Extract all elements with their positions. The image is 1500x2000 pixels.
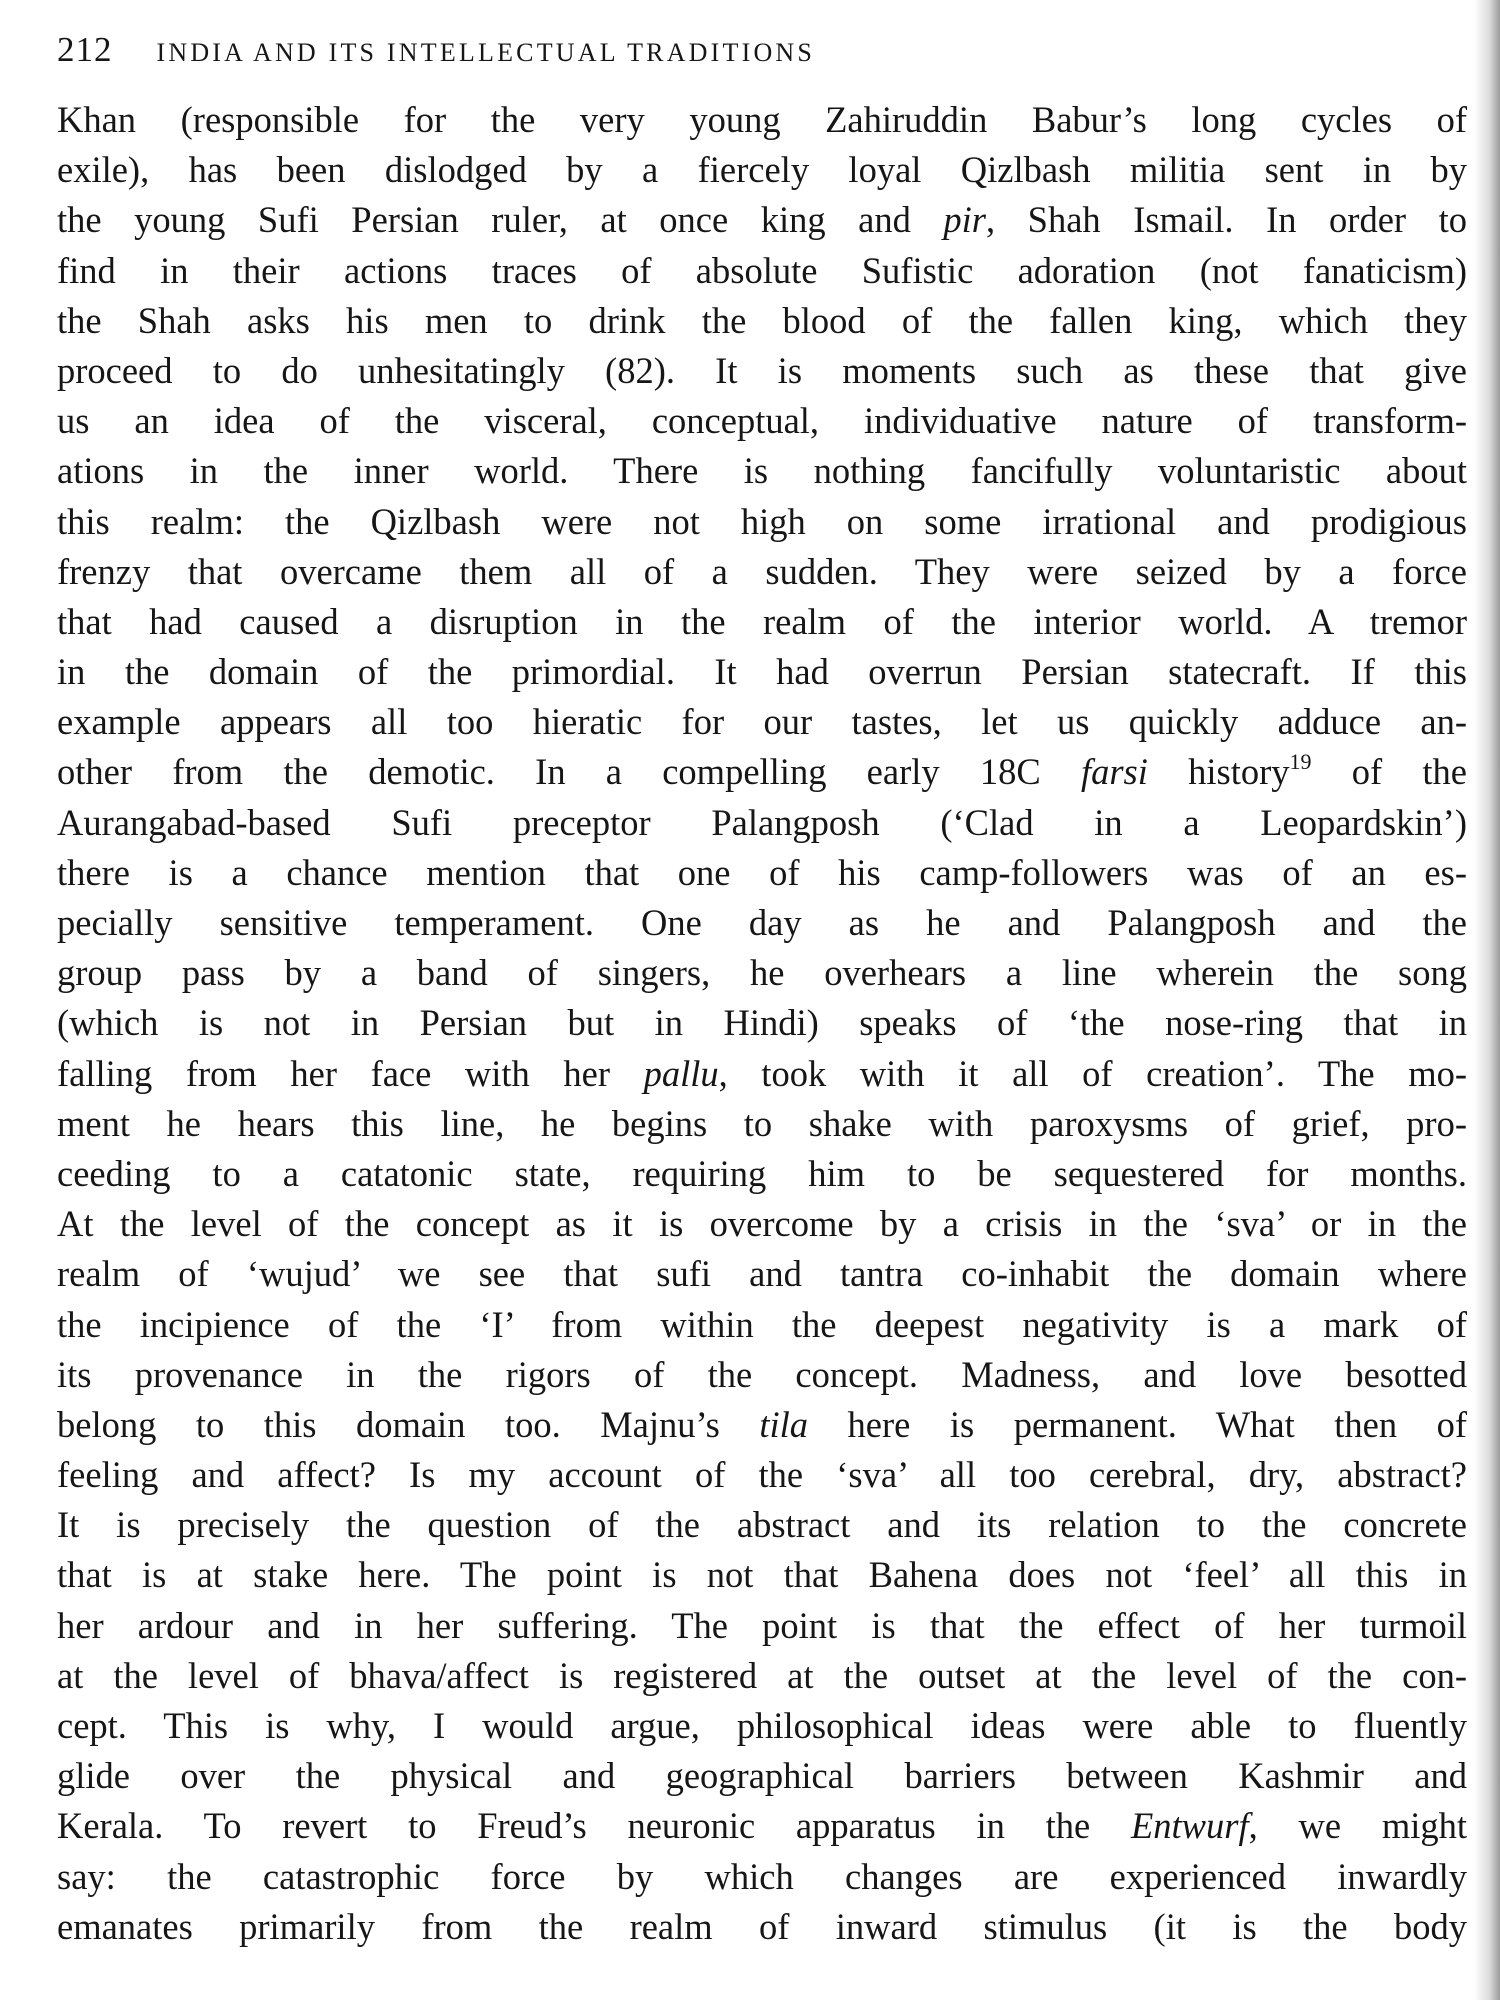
text-line: [57, 1651, 1467, 1701]
text-run: in the domain of the primordial. It had overrun Persian statecraft. If this: [57, 651, 1467, 693]
running-title: INDIA AND ITS INTELLECTUAL TRADITIONS: [156, 38, 816, 67]
italic-term: pallu: [643, 1052, 719, 1094]
text-line: [57, 195, 1467, 245]
text-line: [57, 246, 1467, 296]
text-run: glide over the physical and geographical barriers between Kashmir and: [57, 1755, 1467, 1797]
text-line: [57, 446, 1467, 496]
text-line: [57, 697, 1467, 747]
text-run: the incipience of the ‘I’ from within the deepest negativity is a mark of: [57, 1303, 1467, 1345]
text-run: of the: [1311, 751, 1467, 793]
text-run: cept. This is why, I would argue, philosophical ideas were able to fluently: [57, 1705, 1467, 1746]
text-line: [57, 948, 1467, 998]
text-line: [57, 1751, 1467, 1801]
text-run: its provenance in the rigors of the concept. Madness, and love besotted: [57, 1353, 1467, 1395]
text-line: [57, 597, 1467, 647]
text-line: [57, 547, 1467, 597]
text-line: [57, 1601, 1467, 1651]
text-line: [57, 1149, 1467, 1199]
italic-term: tila: [759, 1403, 809, 1445]
text-run: At the level of the concept as it is overcome by a crisis in the ‘sva’ or in the: [57, 1203, 1467, 1245]
text-run: exile), has been dislodged by a fiercely loyal Qizlbash militia sent in by: [57, 149, 1467, 191]
text-run: (which is not in Persian but in Hindi) speaks of ‘the nose-ring that in: [57, 1002, 1467, 1044]
text-line: [57, 497, 1467, 547]
text-run: Kerala. To revert to Freud’s neuronic apparatus in the: [57, 1805, 1131, 1847]
text-run: group pass by a band of singers, he overhears a line wherein the song: [57, 952, 1467, 994]
text-line: [57, 1400, 1467, 1450]
text-line: [57, 1500, 1467, 1550]
text-run: that is at stake here. The point is not that Bahena does not ‘feel’ all this in: [57, 1554, 1467, 1596]
text-run: feeling and affect? Is my account of the ‘sva’ all too cerebral, dry, abstract?: [57, 1454, 1467, 1496]
text-run: proceed to do unhesitatingly (82). It is moments such as these that give: [57, 349, 1467, 391]
text-run: this realm: the Qizlbash were not high on some irrational and prodigious: [57, 500, 1467, 542]
text-run: Aurangabad-based Sufi preceptor Palangposh (‘Clad in a Leopardskin’): [57, 801, 1467, 843]
text-run: , Shah Ismail. In order to: [986, 199, 1467, 241]
text-run: other from the demotic. In a compelling early 18C: [57, 751, 1081, 793]
text-run: ations in the inner world. There is nothing fancifully voluntaristic about: [57, 450, 1467, 492]
text-run: emanates primarily from the realm of inward stimulus (it is the body: [57, 1905, 1467, 1947]
text-run: falling from her face with her: [57, 1052, 644, 1094]
italic-term: farsi: [1080, 751, 1148, 793]
text-line: [57, 998, 1467, 1048]
text-line: [57, 1049, 1467, 1099]
text-line: [57, 848, 1467, 898]
text-run: that had caused a disruption in the realm of the interior world. A tremor: [57, 600, 1467, 642]
text-run: the young Sufi Persian ruler, at once king and: [57, 199, 944, 241]
text-line: [57, 1249, 1467, 1299]
text-line: [57, 346, 1467, 396]
text-line: [57, 1701, 1467, 1751]
text-line: [57, 1902, 1467, 1952]
italic-term: Entwurf: [1131, 1805, 1249, 1847]
text-run: , took with it all of creation’. The mo-: [718, 1052, 1467, 1094]
text-run: us an idea of the visceral, conceptual, individuative nature of transform-: [57, 400, 1467, 442]
text-line: [57, 396, 1467, 446]
text-run: the Shah asks his men to drink the blood of the fallen king, which they: [57, 299, 1467, 341]
text-line: [57, 898, 1467, 948]
text-line: [57, 1852, 1467, 1902]
text-run: Khan (responsible for the very young Zahiruddin Babur’s long cycles of: [57, 99, 1467, 140]
text-line: [57, 296, 1467, 346]
text-run: ment he hears this line, he begins to shake with paroxysms of grief, pro-: [57, 1102, 1467, 1144]
text-run: pecially sensitive temperament. One day as he and Palangposh and the: [57, 902, 1467, 943]
text-line: [57, 798, 1467, 848]
text-line: [57, 1199, 1467, 1249]
text-run: example appears all too hieratic for our tastes, let us quickly adduce an-: [57, 701, 1467, 743]
text-line: [57, 1099, 1467, 1149]
running-head: [57, 30, 1457, 74]
page-number: 212: [57, 30, 113, 69]
text-run: history: [1147, 751, 1290, 793]
text-line: [57, 145, 1467, 195]
text-run: realm of ‘wujud’ we see that sufi and tantra co-inhabit the domain where: [57, 1253, 1467, 1295]
text-run: say: the catastrophic force by which changes are experienced inwardly: [57, 1855, 1467, 1897]
text-run: find in their actions traces of absolute Sufistic adoration (not fanaticism): [57, 249, 1467, 291]
text-run: frenzy that overcame them all of a sudden. They were seized by a force: [57, 550, 1467, 592]
text-run: belong to this domain too. Majnu’s: [57, 1403, 760, 1445]
text-line: [57, 1350, 1467, 1400]
text-line: [57, 1550, 1467, 1600]
text-line: [57, 1450, 1467, 1500]
text-run: ceeding to a catatonic state, requiring him to be sequestered for months.: [57, 1152, 1467, 1194]
italic-term: pir: [943, 199, 986, 241]
text-run: It is precisely the question of the abstract and its relation to the concrete: [57, 1504, 1467, 1546]
body-text: [57, 95, 1467, 1952]
text-line: [57, 647, 1467, 697]
text-run: her ardour and in her suffering. The point is that the effect of her turmoil: [57, 1604, 1467, 1646]
text-line: [57, 95, 1467, 145]
text-run: there is a chance mention that one of his camp-followers was of an es-: [57, 851, 1467, 893]
text-run: , we might: [1248, 1805, 1467, 1847]
text-line: [57, 747, 1467, 797]
text-line: [57, 1300, 1467, 1350]
text-run: at the level of bhava/affect is registered at the outset at the level of the con-: [57, 1654, 1467, 1696]
footnote-ref: 19: [1289, 749, 1312, 775]
text-run: here is permanent. What then of: [808, 1403, 1467, 1445]
text-line: [57, 1801, 1467, 1851]
page-gutter-shadow: [1474, 0, 1500, 2000]
